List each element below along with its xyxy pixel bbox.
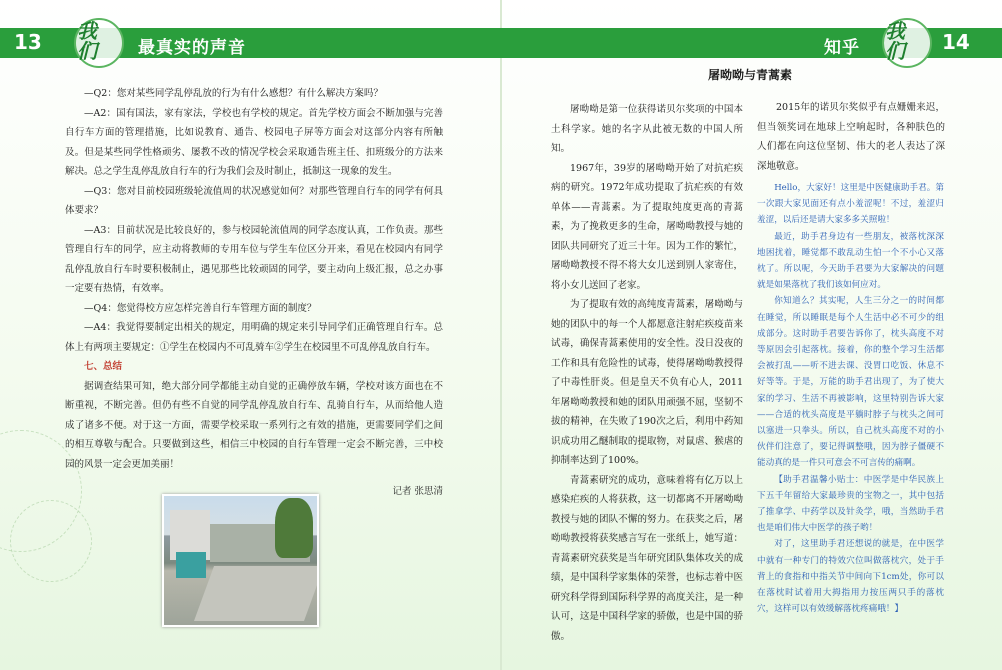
left-header-title: 最真实的声音 <box>138 38 246 58</box>
article-paragraph: 1967年，39岁的屠呦呦开始了对抗疟疾病的研究。1972年成功提取了抗疟疾的有效单体——青蒿素。为了提取纯度更高的青蒿素，为了挽救更多的生命，屠呦呦教授与她的团队共同研究了近三十年。因为工作的繁忙，屠呦呦教授不得不将大女儿送到别人家寄住，将小女儿送回了老家。 <box>551 162 743 291</box>
right-header-title: 知乎 <box>824 38 860 58</box>
article-paragraph: 2015年的诺贝尔奖似乎有点姗姗来迟，但当领奖词在地球上空响起时，各种肤色的人们都在向这位坚韧、伟大的老人表达了深深地敬意。 <box>757 102 945 172</box>
right-article-column-top <box>757 98 945 176</box>
photo-tree <box>275 498 313 558</box>
notice-paragraph: 【助手君温馨小贴士：中医学是中华民族上下五千年留给大家最珍贵的宝物之一，其中包括了推拿学、中药学以及针灸学，哦，当然助手君也是咱们伟大中医学的孩子哟！ <box>757 474 944 534</box>
interview-paragraph: —A4：我觉得要制定出相关的规定，用明确的规定来引导同学们正确管理自行车。总体上有两项主要规定：①学生在校园内不可乱骑车②学生在校园里不可乱停乱放自行车。 <box>65 322 443 353</box>
right-logo <box>882 18 928 64</box>
right-article-column <box>551 100 743 646</box>
interview-paragraph: —Q4：您觉得校方应怎样完善自行车管理方面的制度？ <box>84 302 317 314</box>
article-paragraph: 为了提取有效的高纯度青蒿素，屠呦呦与她的团队中的每一个人都愿意注射疟疾疫苗来试毒，确保青蒿素使用的安全性。没日没夜的工作和具有危险性的试毒，使得屠呦呦教授得了中毒性肝炎。但是皇天不负有心人，2011年屠呦呦教授和她的团队用顽强不屈，坚韧不拔的精神，在失败了190次之后，利用中药知识成功用乙醚制取的提取物，对鼠虐、猴虐的抑制率达到了100%。 <box>551 299 743 466</box>
interview-paragraph: —A2：国有国法，家有家法，学校也有学校的规定。首先学校方面会不断加强与完善自行车方面的管理措施，比如说教育、通告、校园电子屏等方面会对这部分内容有所触及。但是某些同学性格顽劣、屡教不改的情况学校会采取通告班主任、扣班级分的方法来解决。总之学生乱停乱放自行车的行为我们会及时制止，抵制这一现象的发生。 <box>65 107 443 177</box>
left-article <box>65 84 443 502</box>
right-page-number: 14 <box>942 30 970 54</box>
section-title: 七、总结 <box>84 361 123 372</box>
photo-cart <box>176 552 206 578</box>
photo-ground <box>194 566 319 621</box>
notice-paragraph: 最近，助手君身边有一些朋友，被落枕深深地困扰着，睡觉都不敢乱动生怕一个不小心又落枕了。所以呢，今天助手君要为大家解决的问题就是如果落枕了我们该如何应对。 <box>757 231 944 291</box>
interview-paragraph: —Q3：您对目前校园班级轮流值周的状况感觉如何？对那些管理自行车的同学有何具体要求？ <box>65 185 443 216</box>
author-byline: 记者 张思清 <box>392 486 443 497</box>
left-page-number: 13 <box>14 30 42 54</box>
left-logo <box>74 18 120 64</box>
right-logo-text: 我们 <box>885 19 905 63</box>
notice-paragraph: 对了，这里助手君还想说的就是，在中医学中就有一种专门的特效穴位叫做落枕穴，处于手背上的食指和中指关节中间向下1cm处，你可以在落枕时试着用大拇指用力按压两只手的落枕穴，这样可以有效缓解落枕疼痛哦！】 <box>757 539 944 615</box>
notice-paragraph: Hello，大家好！这里是中医健康助手君。第一次跟大家见面还有点小羞涩呢！不过，羞涩归羞涩，以后还是请大家多多关照啦！ <box>757 183 944 226</box>
interview-paragraph: —Q2：您对某些同学乱停乱放的行为有什么感想？有什么解决方案吗？ <box>84 88 383 99</box>
summary-paragraph: 据调查结果可知，绝大部分同学都能主动自觉的正确停放车辆，学校对该方面也在不断重视，不断完善。但仍有些不自觉的同学乱停乱放自行车、乱骑自行车，从而给他人造成了诸多不便。对于这一方面，需要学校采取一系列行之有效的措施，更需要同学们之间的相互尊敬与配合。只要做到这些，相信三中校园的自行车管理一定会不断完善，三中校园的风景一定会更加美丽！ <box>65 380 443 470</box>
article-paragraph: 屠呦呦是第一位获得诺贝尔奖项的中国本土科学家。她的名字从此被无数的中国人所知。 <box>551 104 743 154</box>
campus-bike-photo <box>162 494 319 627</box>
interview-paragraph: —A3：目前状况是比较良好的，参与校园轮流值周的同学态度认真，工作负责。那些管理自行车的同学，应主动将教师的专用车位与学生车位区分开来，看见在校园内有同学乱停乱放自行车时要积极制止，遇见那些比较顽固的同学，要主动向上级汇报，总之办事一定要有热情，有效率。 <box>65 224 443 294</box>
article-subtitle: 屠呦呦与青蒿素 <box>708 68 793 82</box>
health-assistant-notice <box>757 180 944 617</box>
dandelion-decoration <box>10 500 92 582</box>
notice-paragraph: 你知道么？其实呢，人生三分之一的时间都在睡觉，所以睡眠是每个人生活中必不可少的组成部分。这时助手君要告诉你了，枕头高度不对等原因会引起落枕。接着，你的整个学习生活都会被打乱——听不进去课、没胃口吃饭、休息不好等等。于是，万能的助手君出现了，为了使大家的学习、生活不再被影响，这里特别告诉大家——合适的枕头高度是平躺时脖子与枕头之间可以塞进一只拳头。所以，自己枕头高度不对的小伙伴们注意了，要记得调整哦，因为脖子僵硬不能动真的是一件只可意会不可言传的痛啊。 <box>757 296 944 469</box>
left-logo-text: 我们 <box>77 19 97 63</box>
article-paragraph: 青蒿素研究的成功，意味着将有亿万以上感染疟疾的人将获救，这一切都离不开屠呦呦教授与她的团队不懈的努力。在获奖之后，屠呦呦教授将获奖感言写在一张纸上，她写道：青蒿素研究获奖是当年研究团队集体攻关的成绩，是中国科学家集体的荣誉，也标志着中医研究科学得到国际科学界的高度关注，是一种认可，这是中国科学家的骄傲，也是中国的骄傲。 <box>551 474 743 642</box>
